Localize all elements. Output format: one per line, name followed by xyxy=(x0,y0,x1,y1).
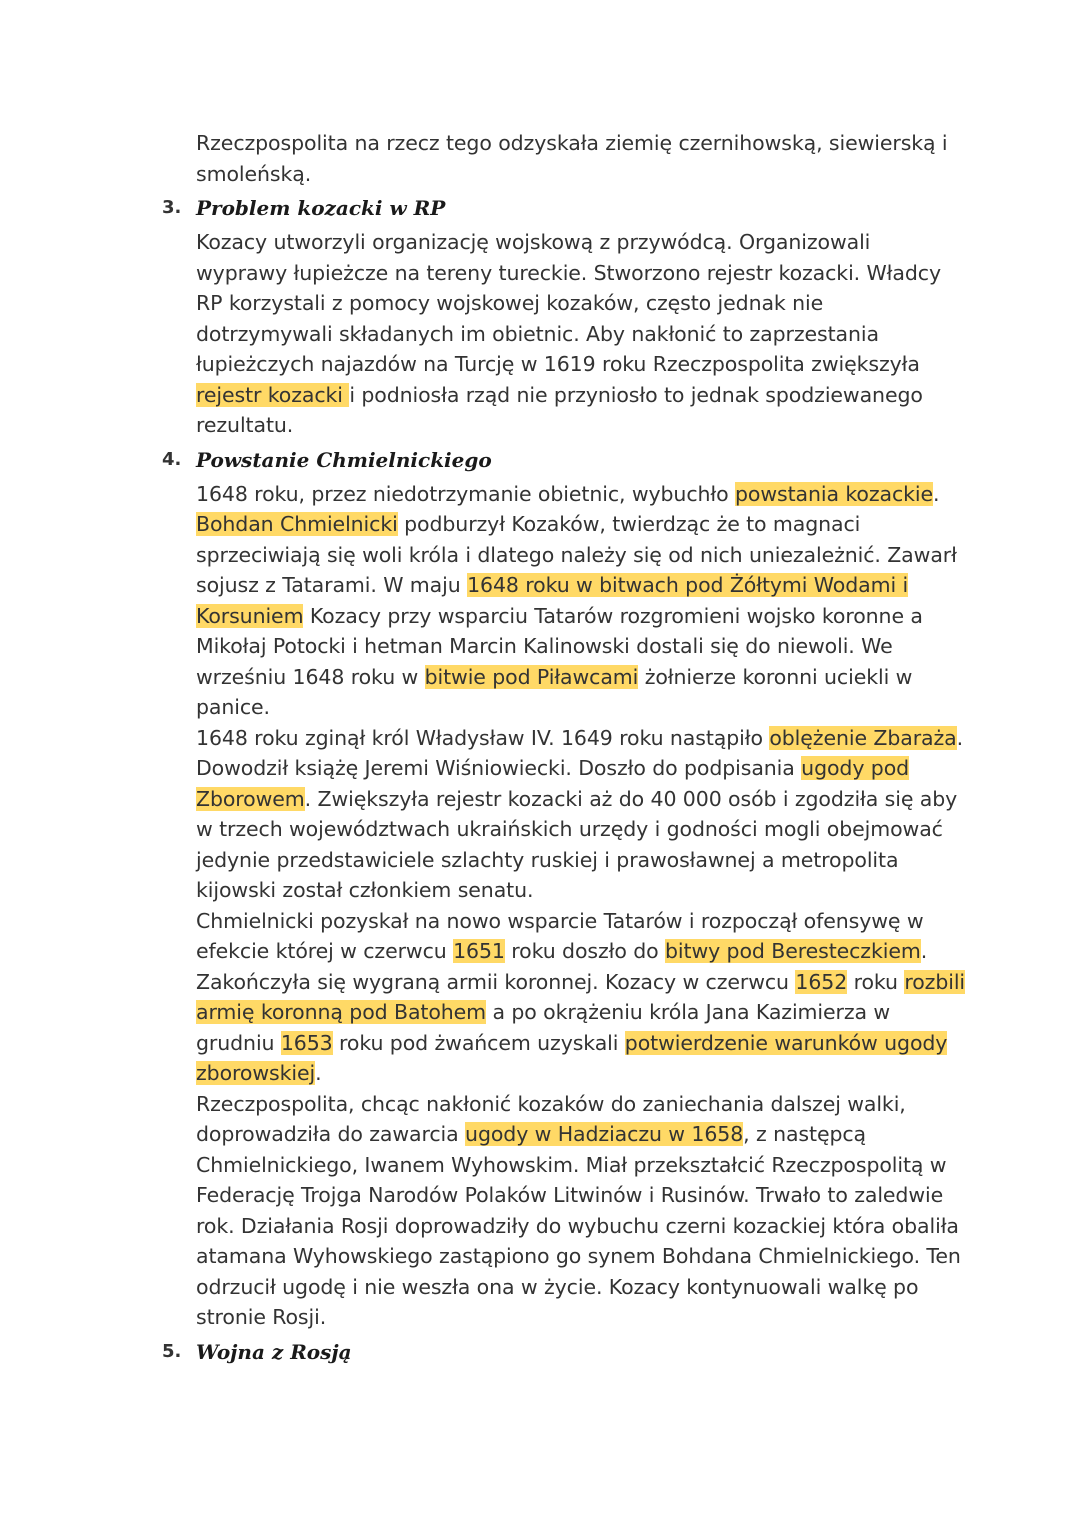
section-4-number: 4. xyxy=(162,448,182,470)
text-run: Chmielnicki pozyskał na nowo wsparcie Tatarów i rozpoczął ofensywę w efekcie której w czerwcu xyxy=(196,908,924,963)
text-run: . Zakończyła się wygraną armii koronnej. Kozacy w czerwcu xyxy=(196,939,928,994)
highlighted-text: powstania kozackie xyxy=(734,481,934,506)
text-run: 1648 roku zginął król Władysław IV. 1649 roku nastąpiło xyxy=(196,725,770,750)
text-run: a po okrążeniu króla Jana Kazimierza w grudniu xyxy=(196,1000,891,1055)
text-run: roku doszło do xyxy=(504,939,665,963)
highlighted-text: bitwy pod Beresteczkiem xyxy=(665,939,921,963)
text-run: podburzył Kozaków, twierdząc że to magnaci sprzeciwiają się woli króla i dlatego należy się od nich uniezależnić. Zawarł sojusz z Tatarami. W maju xyxy=(196,512,957,597)
highlighted-text: 1653 xyxy=(280,1030,333,1055)
text-run: . Dowodził książę Jeremi Wiśniowiecki. Doszło do podpisania xyxy=(196,725,964,780)
section-3-title: Problem kozacki w RP xyxy=(196,196,446,220)
section-3-number: 3. xyxy=(162,197,182,218)
highlighted-text: 1652 xyxy=(795,969,848,994)
text-run: 1648 roku, przez niedotrzymanie obietnic, wybuchło xyxy=(196,481,735,506)
highlighted-text: bitwie pod Piławcami xyxy=(424,664,639,689)
section-5-number: 5. xyxy=(162,1340,182,1362)
highlighted-text: rejestr kozacki xyxy=(196,382,350,407)
section-4-paragraph-1 xyxy=(196,479,966,723)
section-3-heading xyxy=(162,189,966,227)
section-4-title: Powstanie Chmielnickiego xyxy=(196,447,492,472)
text-run: . xyxy=(933,481,940,506)
text-run: żołnierze koronni uciekli w panice. xyxy=(196,664,913,719)
section-5-heading xyxy=(162,1333,966,1371)
text-run: roku xyxy=(847,969,905,994)
section-4-paragraph-4 xyxy=(196,1089,966,1333)
text-run: i podniosła rząd nie przyniosło to jednak spodziewanego rezultatu. xyxy=(196,382,923,437)
highlighted-text: Bohdan Chmielnicki xyxy=(196,512,398,536)
text-run: , z następcą Chmielnickiego, Iwanem Wyhowskim. Miał przekształcić Rzeczpospolitą w Federację Trojga Narodów Polaków Litwinów i Rusinów. Trwało to zaledwie rok. Działania Rosji doprowadziły do wybuchu czerni kozackiej która obaliła atamana Wyhowskiego zastąpiono go synem Bohdana Chmielnickiego. Ten odrzucił ugodę i nie weszła ona w życie. Kozacy kontynuowali walkę po stronie Rosji. xyxy=(196,1122,961,1329)
highlighted-text: 1651 xyxy=(453,939,505,963)
highlighted-text: rozbili armię koronną pod Batohem xyxy=(196,969,966,1024)
text-run: Kozacy przy wsparciu Tatarów rozgromieni wojsko koronne a Mikołaj Potocki i hetman Marcin Kalinowski dostali się do niewoli. We wrześniu 1648 roku w xyxy=(196,603,923,689)
highlighted-text: 1648 roku w bitwach pod Żółtymi Wodami i Korsuniem xyxy=(196,573,909,628)
intro-paragraph: Rzeczpospolita na rzecz tego odzyskała ziemię czernihowską, siewierską i smoleńską. xyxy=(196,131,948,186)
highlighted-text: oblężenie Zbaraża xyxy=(769,725,957,750)
content-area xyxy=(162,128,966,1371)
section-3-paragraph xyxy=(196,227,966,441)
highlighted-text: potwierdzenie warunków ugody zborowskiej xyxy=(196,1030,948,1085)
text-run: . Zwiększyła rejestr kozacki aż do 40 000 osób i zgodziła się aby w trzech województwach ukraińskich urzędy i godności mogli obejmować jedynie przedstawiciele szlachty ruskiej i prawosławnej a metropolita kijowski został członkiem senatu. xyxy=(196,786,958,902)
text-run: Kozacy utworzyli organizację wojskową z przywódcą. Organizowali wyprawy łupieżcze na tereny tureckie. Stworzono rejestr kozacki. Władcy RP korzystali z pomocy wojskowej kozaków, często jednak nie dotrzymywali składanych im obietnic. Aby nakłonić to zaprzestania łupieżczych najazdów na Turcję w 1619 roku Rzeczpospolita zwiększyła xyxy=(196,230,941,376)
highlighted-text: ugody pod Zborowem xyxy=(196,756,910,811)
section-4-paragraph-3 xyxy=(196,906,966,1089)
text-run: roku pod żwańcem uzyskali xyxy=(332,1030,625,1055)
section-5-title: Wojna z Rosją xyxy=(196,1339,352,1364)
section-4-heading xyxy=(162,441,966,479)
highlighted-text: ugody w Hadziaczu w 1658 xyxy=(465,1122,744,1146)
section-4-paragraph-2 xyxy=(196,723,966,906)
text-run: . xyxy=(315,1061,322,1085)
text-run: Rzeczpospolita, chcąc nakłonić kozaków do zaniechania dalszej walki, doprowadziła do zawarcia xyxy=(196,1091,906,1146)
